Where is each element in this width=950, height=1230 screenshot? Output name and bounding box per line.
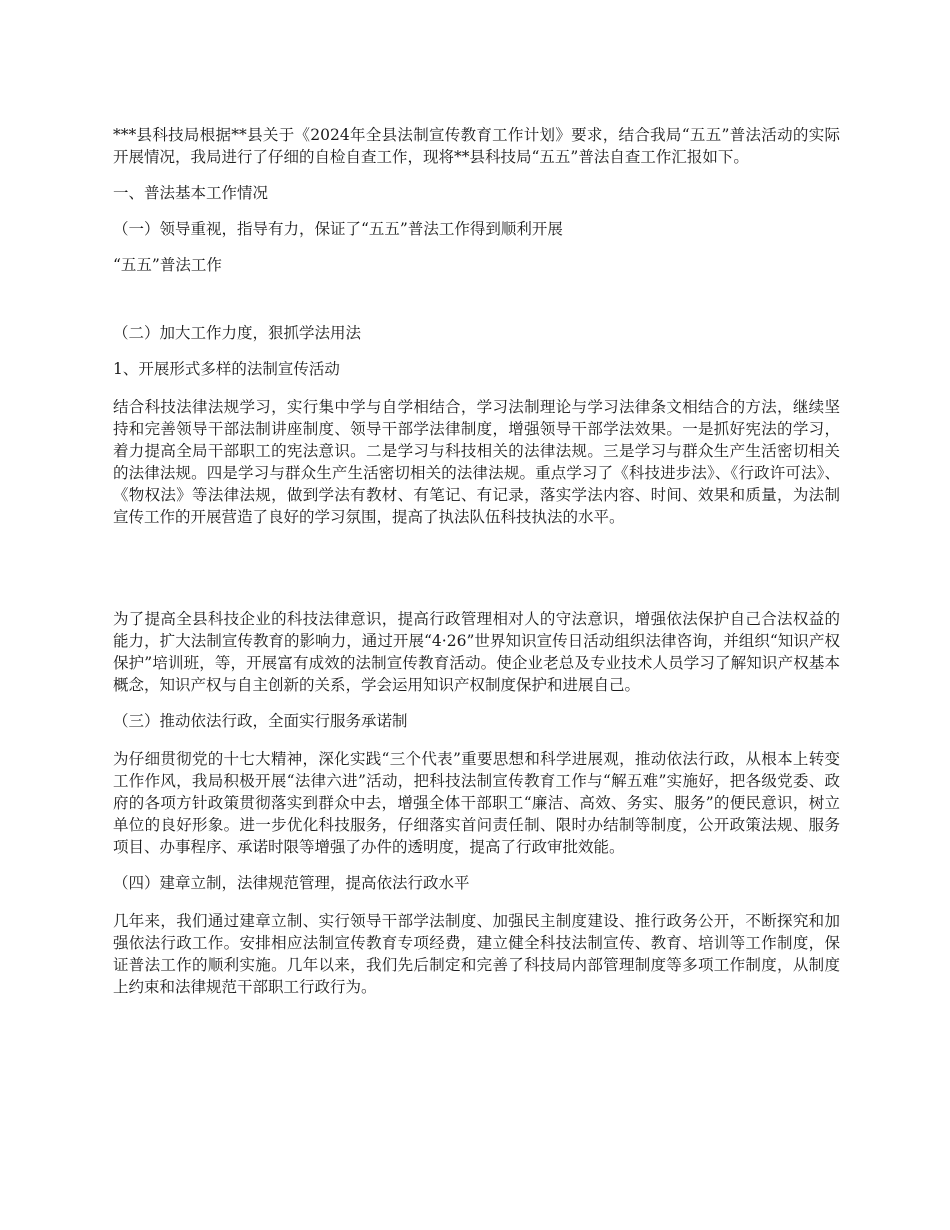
subsection-heading-work-intensity: （二）加大工作力度，狠抓学法用法 bbox=[113, 324, 362, 342]
intro-paragraph: ***县科技局根据**县关于《2024年全县法制宣传教育工作计划》要求，结合我局“五五”普法活动的实际开展情况，我局进行了仔细的自检自查工作，现将**县科技局“五五”普法自查工作汇报如下。 bbox=[113, 126, 840, 166]
subsection-heading-regulations: （四）建章立制，法律规范管理，提高依法行政水平 bbox=[113, 874, 470, 892]
study-paragraph: 结合科技法律法规学习，实行集中学与自学相结合，学习法制理论与学习法律条文相结合的方法，继续坚持和完善领导干部法制讲座制度、领导干部学法律制度，增强领导干部学法效果。一是抓好宪法的学习，着力提高全局干部职工的宪法意识。二是学习与科技相关的法律法规。三是学习与群众生产生活密切相关的法律法规。四是学习与群众生产生活密切相关的法律法规。重点学习了《科技进步法》、《行政许可法》、《物权法》等法律法规，做到学法有教材、有笔记、有记录，落实学法内容、时间、效果和质量，为法制宣传工作的开展营造了良好的学习氛围，提高了执法队伍科技执法的水平。 bbox=[113, 398, 840, 526]
service-paragraph: 为仔细贯彻党的十七大精神，深化实践“三个代表”重要思想和科学进展观，推动依法行政，从根本上转变工作作风，我局积极开展“法律六进”活动，把科技法制宣传教育工作与“解五难”实施好，把各级党委、政府的各项方针政策贯彻落实到群众中去，增强全体干部职工“廉洁、高效、务实、服务”的便民意识，树立单位的良好形象。进一步优化科技服务，仔细落实首问责任制、限时办结制等制度，公开政策法规、服务项目、办事程序、承诺时限等增强了办件的透明度，提高了行政审批效能。 bbox=[113, 750, 840, 856]
leadership-paragraph: “五五”普法工作 bbox=[113, 256, 222, 274]
subsection-heading-service-commitment: （三）推动依法行政，全面实行服务承诺制 bbox=[113, 712, 408, 730]
item-heading-publicity-activities: 1、开展形式多样的法制宣传活动 bbox=[113, 360, 340, 378]
subsection-heading-leadership: （一）领导重视，指导有力，保证了“五五”普法工作得到顺利开展 bbox=[113, 220, 563, 238]
ip-paragraph: 为了提高全县科技企业的科技法律意识，提高行政管理相对人的守法意识，增强依法保护自己合法权益的能力，扩大法制宣传教育的影响力，通过开展“4·26”世界知识宣传日活动组织法律咨询，并组织“知识产权保护”培训班，等，开展富有成效的法制宣传教育活动。使企业老总及专业技术人员学习了解知识产权基本概念，知识产权与自主创新的关系，学会运用知识产权制度保护和进展自己。 bbox=[113, 610, 840, 694]
section-heading-basic-work: 一、普法基本工作情况 bbox=[113, 184, 269, 202]
regulations-paragraph: 几年来，我们通过建章立制、实行领导干部学法制度、加强民主制度建设、推行政务公开，不断探究和加强依法行政工作。安排相应法制宣传教育专项经费，建立健全科技法制宣传、教育、培训等工作制度，保证普法工作的顺利实施。几年以来，我们先后制定和完善了科技局内部管理制度等多项工作制度，从制度上约束和法律规范干部职工行政行为。 bbox=[113, 912, 840, 996]
